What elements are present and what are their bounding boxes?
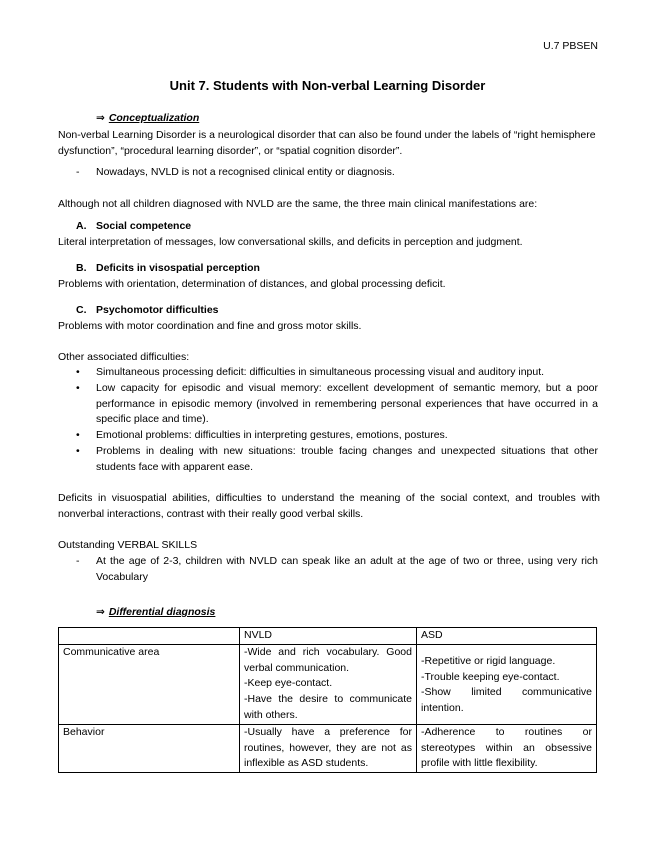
list-item	[76, 381, 598, 428]
manifestation-text-b: Problems with orientation, determination of distances, and global processing deficit.	[58, 278, 446, 290]
column-header	[59, 628, 240, 645]
column-header: ASD	[417, 628, 597, 645]
manifestation-title: Social competence	[96, 220, 192, 232]
differential-diagnosis-table	[58, 627, 597, 773]
manifestation-title: Deficits in visospatial perception	[96, 262, 260, 274]
table-header-row	[59, 628, 597, 645]
list-item	[76, 444, 598, 476]
verbal-skills-heading: Outstanding VERBAL SKILLS	[58, 539, 198, 551]
section-heading-differential	[96, 605, 215, 621]
cell-line: -Show limited communicative intention.	[421, 686, 592, 715]
list-label: A.	[76, 220, 87, 232]
asd-cell	[417, 644, 597, 724]
manifestation-heading-b	[76, 261, 260, 277]
row-label: Behavior	[59, 724, 240, 772]
cell-line: -Adherence to routines or stereotypes within an obsessive profile with little flexibility.	[421, 725, 592, 770]
list-item	[76, 365, 598, 381]
bullet-icon: •	[76, 366, 80, 378]
cell-line: -Wide and rich vocabulary. Good verbal communication.	[244, 645, 412, 674]
list-label: B.	[76, 262, 87, 274]
dash-marker: -	[76, 555, 80, 567]
asd-cell	[417, 724, 597, 772]
table-row	[59, 644, 597, 724]
bullet-icon: •	[76, 381, 80, 394]
verbal-note-text: At the age of 2-3, children with NVLD can speak like an adult at the age of two or three, using very rich Vocabulary	[96, 555, 598, 583]
manifestation-title: Psychomotor difficulties	[96, 304, 219, 316]
manifestation-heading-c	[76, 303, 219, 319]
definition-paragraph: Non-verbal Learning Disorder is a neurological disorder that can also be found under the labels of “right hemisphere dysfunction”, “procedural learning disorder”, or “spatial cognition disorder”.	[58, 129, 596, 157]
cell-line: -Repetitive or rigid language.	[421, 654, 556, 667]
nvld-cell	[240, 724, 417, 772]
dash-item-note	[76, 165, 598, 181]
column-header: NVLD	[240, 628, 417, 645]
dash-item-verbal	[76, 554, 598, 586]
course-code: U.7 PBSEN	[543, 40, 598, 52]
section-heading-text: Conceptualization	[108, 112, 200, 124]
list-item	[76, 428, 598, 444]
cell-line: -Trouble keeping eye-contact.	[421, 670, 560, 683]
manifestations-intro: Although not all children diagnosed with NVLD are the same, the three main clinical manifestations are:	[58, 198, 538, 210]
page-title: Unit 7. Students with Non-verbal Learning Disorder	[169, 78, 486, 93]
bullet-icon: •	[76, 444, 80, 457]
right-double-arrow-icon: ⇒	[96, 606, 105, 618]
list-item-text: Low capacity for episodic and visual memory: excellent development of semantic memory, but a poor performance in episodic memory (involved in remembering personal experiences that have occurred in a specific place and time).	[96, 381, 598, 426]
summary-paragraph: Deficits in visuospatial abilities, difficulties to understand the meaning of the social context, and troubles with nonverbal interactions, contrast with their really good verbal skills.	[58, 492, 600, 520]
manifestation-text-a: Literal interpretation of messages, low conversational skills, and deficits in perception and judgment.	[58, 236, 523, 248]
manifestation-text-c: Problems with motor coordination and fine and gross motor skills.	[58, 320, 362, 332]
cell-line: -Usually have a preference for routines, however, they are not as inflexible as ASD students.	[244, 725, 412, 770]
bullet-icon: •	[76, 429, 80, 442]
cell-line: -Keep eye-contact.	[244, 677, 333, 690]
right-double-arrow-icon: ⇒	[96, 112, 105, 124]
table-row	[59, 724, 597, 772]
manifestation-heading-a	[76, 219, 191, 235]
note-text: Nowadays, NVLD is not a recognised clinical entity or diagnosis.	[96, 166, 395, 178]
cell-line: -Have the desire to communicate with others.	[244, 693, 412, 721]
list-item-text: Emotional problems: difficulties in interpreting gestures, emotions, postures.	[96, 429, 448, 442]
dash-marker: -	[76, 166, 80, 178]
associated-difficulties-list	[76, 365, 598, 476]
section-heading-text: Differential diagnosis	[108, 606, 216, 618]
list-item-text: Simultaneous processing deficit: difficulties in simultaneous processing visual and auditory input.	[96, 366, 545, 378]
nvld-cell	[240, 644, 417, 724]
list-item-text: Problems in dealing with new situations: trouble facing changes and unexpected situations that other students face with apparent ease.	[96, 444, 598, 473]
section-heading-conceptualization	[96, 111, 199, 127]
row-label: Communicative area	[59, 644, 240, 724]
list-label: C.	[76, 304, 87, 316]
associated-heading: Other associated difficulties:	[58, 351, 190, 363]
asd-cell-content	[421, 645, 592, 717]
